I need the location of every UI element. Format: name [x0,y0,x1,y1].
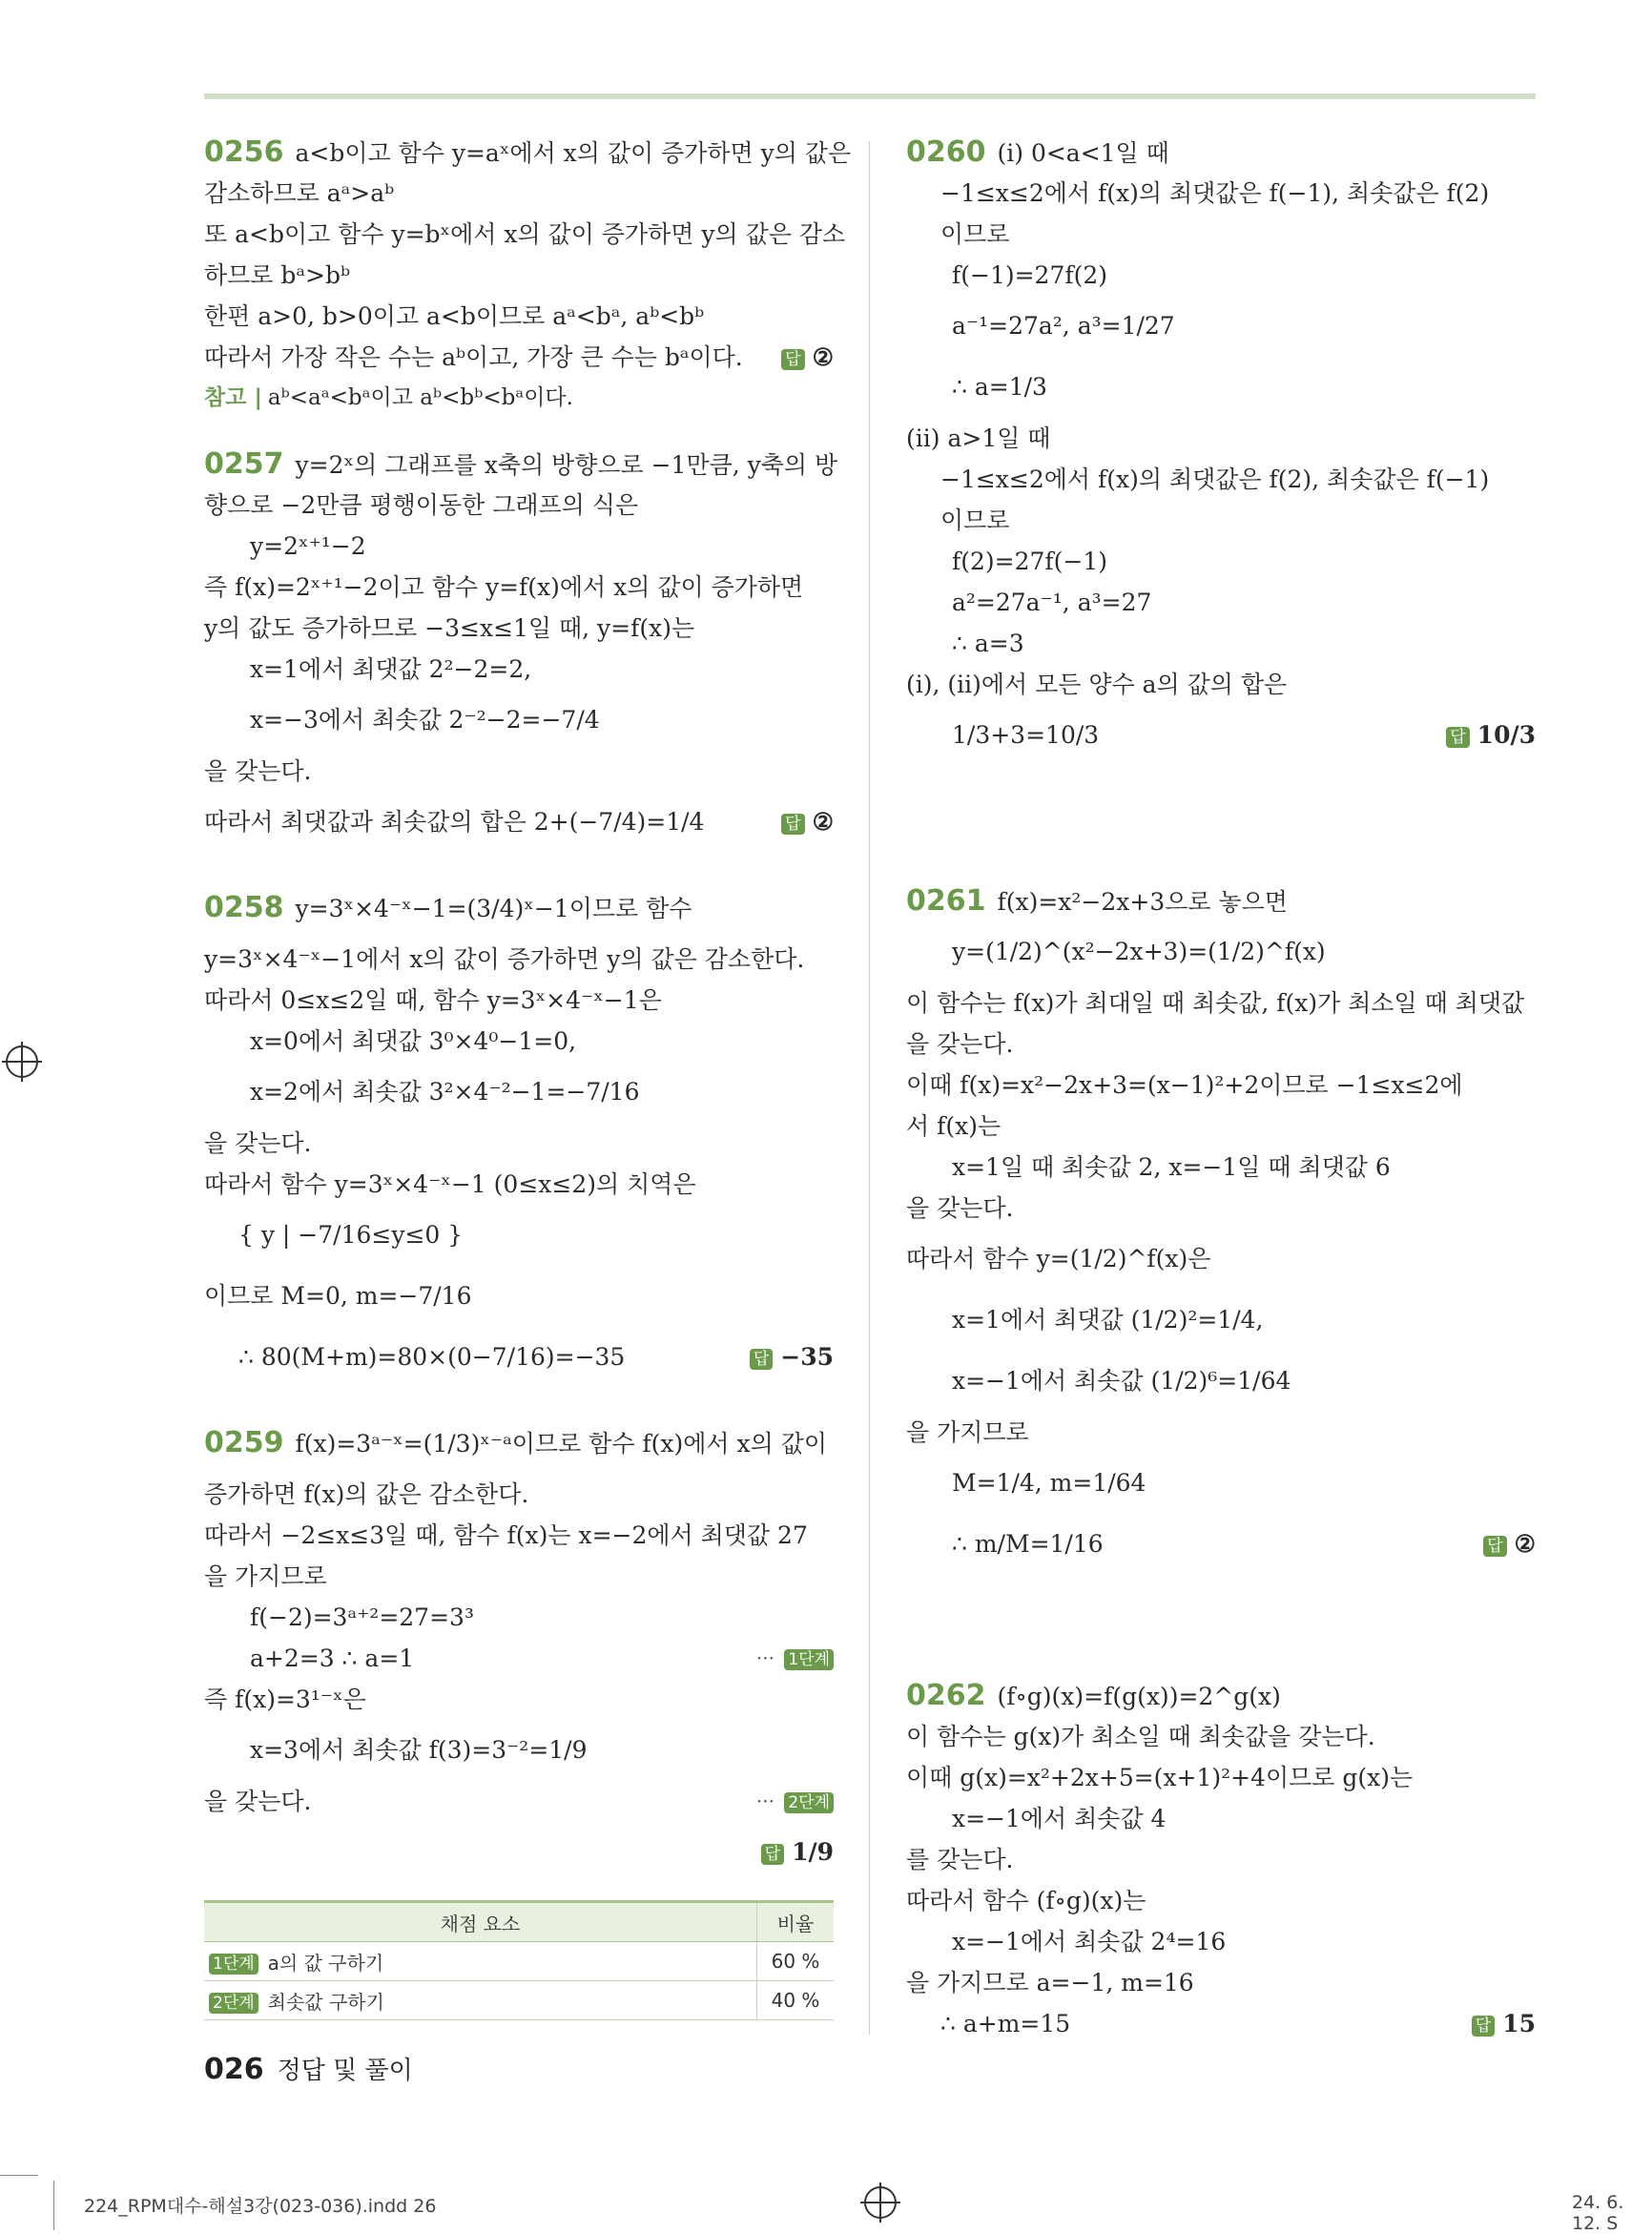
answer-value: 10/3 [1476,721,1536,749]
solution-line: f(2)=27f(−1) [952,548,1108,575]
crop-mark [53,2181,54,2230]
solution-line: 따라서 함수 y=3ˣ×4⁻ˣ−1 (0≤x≤2)의 치역은 [204,1170,696,1198]
solution-line: x=−1에서 최솟값 (1/2)⁶=1/64 [952,1367,1291,1395]
solution-line: 한편 a>0, b>0이고 a<b이므로 aᵃ<bᵃ, aᵇ<bᵇ [204,302,705,330]
solution-line: a+2=3 ∴ a=1 [250,1644,415,1672]
solution-line: (i), (ii)에서 모든 양수 a의 값의 합은 [906,671,1288,698]
problem-0260 [906,132,1536,766]
problem-number: 0257 [204,447,284,481]
solution-line: ∴ a+m=15 [940,2010,1071,2037]
solution-line: M=1/4, m=1/64 [952,1469,1146,1497]
solution-line: y=2ˣ의 그래프를 x축의 방향으로 −1만큼, y축의 방 [295,451,838,479]
scoring-table [204,1900,834,2020]
solution-line: 을 갖는다. [906,1194,1014,1222]
solution-line: 따라서 함수 (f∘g)(x)는 [906,1887,1146,1914]
solution-line: x=1에서 최댓값 (1/2)²=1/4, [952,1306,1264,1334]
page-number [204,2051,413,2086]
solution-line: 을 갖는다. [204,1129,312,1157]
solution-line: ∴ m/M=1/16 [952,1530,1104,1558]
solution-line: 따라서 함수 y=(1/2)^f(x)은 [906,1245,1211,1272]
solution-line: 를 갖는다. [906,1846,1014,1873]
solution-line: a<b이고 함수 y=aˣ에서 x의 값이 증가하면 y의 값은 [295,139,852,167]
solution-line: 을 가지므로 [906,1418,1029,1446]
footer-date: 24. 6. 12. S [1572,2192,1624,2234]
solution-line: 을 갖는다. [204,757,312,785]
solution-line: 이 함수는 g(x)가 최소일 때 최솟값을 갖는다. [906,1723,1375,1750]
problem-number: 0259 [204,1426,284,1459]
solution-line: 을 갖는다. [906,1030,1014,1058]
problem-0256 [204,132,852,419]
solution-line: −1≤x≤2에서 f(x)의 최댓값은 f(−1), 최솟값은 f(2) [940,179,1490,207]
solution-line: x=1일 때 최솟값 2, x=−1일 때 최댓값 6 [952,1153,1391,1181]
solution-line: 증가하면 f(x)의 값은 감소한다. [204,1480,529,1508]
solution-line: 하므로 bᵃ>bᵇ [204,261,350,289]
answer-badge: 답 [1483,1536,1506,1557]
problem-number: 0262 [906,1679,986,1712]
solution-line: (i) 0<a<1일 때 [997,139,1169,167]
right-column [906,132,1536,2044]
answer [761,1822,834,1883]
page-number-value: 026 [204,2053,264,2086]
solution-line: x=0에서 최댓값 3⁰×4⁰−1=0, [250,1027,577,1055]
answer-value: ② [812,343,834,371]
answer-badge: 답 [761,1844,784,1865]
answer-badge: 답 [781,814,804,835]
step-marker: ··· 2단계 [756,1781,834,1822]
column-divider [869,141,870,2035]
solution-line: 이므로 [940,220,1010,248]
solution-line: 이므로 M=0, m=−7/16 [204,1282,472,1310]
solution-line: 서 f(x)는 [906,1112,1002,1140]
solution-line: 또 a<b이고 함수 y=bˣ에서 x의 값이 증가하면 y의 값은 감소 [204,220,846,248]
solution-line: 따라서 최댓값과 최솟값의 합은 2+(−7/4)=1/4 [204,808,705,836]
table-header: 비율 [757,1902,835,1942]
step-marker: ··· 1단계 [756,1638,834,1679]
solution-line: 이 함수는 f(x)가 최대일 때 최솟값, f(x)가 최소일 때 최댓값 [906,989,1525,1017]
note-tag: 참고 | [204,385,262,410]
problem-0261 [906,880,1536,1575]
answer-badge: 답 [1472,2016,1495,2037]
footer-file: 224_RPM대수-해설3강(023-036).indd 26 [84,2196,437,2217]
problem-number: 0261 [906,884,986,918]
solution-line: y의 값도 증가하므로 −3≤x≤1일 때, y=f(x)는 [204,614,695,642]
solution-line: 향으로 −2만큼 평행이동한 그래프의 식은 [204,491,639,519]
solution-line: 을 가지므로 a=−1, m=16 [906,1969,1194,1996]
answer-value: −35 [780,1343,834,1371]
table-cell: 60 % [757,1942,835,1981]
solution-line: { y | −7/16≤y≤0 } [238,1221,464,1249]
solution-line: 감소하므로 aᵃ>aᵇ [204,179,395,207]
solution-line: −1≤x≤2에서 f(x)의 최댓값은 f(2), 최솟값은 f(−1) [940,465,1490,493]
solution-line: ∴ a=1/3 [952,373,1047,401]
left-column [204,132,852,2020]
solution-line: x=−3에서 최솟값 2⁻²−2=−7/4 [250,706,600,734]
problem-0262 [906,1675,1536,2044]
solution-line: x=−1에서 최솟값 2⁴=16 [952,1928,1227,1955]
solution-line: ∴ a=3 [952,630,1024,657]
solution-line: (ii) a>1일 때 [906,424,1051,452]
step-badge: 2단계 [209,1993,258,2014]
solution-line: 을 갖는다. [204,1788,312,1815]
answer-value: 15 [1502,2010,1536,2037]
solution-line: f(x)=3ᵃ⁻ˣ=(1/3)ˣ⁻ᵃ이므로 함수 f(x)에서 x의 값이 [295,1430,828,1458]
crop-mark [0,2175,38,2176]
answer-badge: 답 [781,349,804,370]
answer [1446,705,1536,766]
solution-line: 을 가지므로 [204,1562,327,1590]
solution-line: 1/3+3=10/3 [952,721,1100,749]
step-badge: 1단계 [784,1649,834,1670]
solution-line: 이므로 [940,507,1010,534]
step-badge: 1단계 [209,1954,258,1975]
answer [1483,1514,1536,1575]
answer [1472,2003,1536,2044]
solution-line: (f∘g)(x)=f(g(x))=2^g(x) [997,1683,1281,1710]
solution-line: 즉 f(x)=3¹⁻ˣ은 [204,1686,366,1713]
solution-line: 즉 f(x)=2ˣ⁺¹−2이고 함수 y=f(x)에서 x의 값이 증가하면 [204,573,804,601]
table-cell: 최솟값 구하기 [267,1990,384,2014]
answer-value: ② [812,808,834,836]
solution-line: 따라서 가장 작은 수는 aᵇ이고, 가장 큰 수는 bᵃ이다. [204,343,743,371]
answer [750,1327,834,1388]
solution-line: 따라서 0≤x≤2일 때, 함수 y=3ˣ×4⁻ˣ−1은 [204,986,662,1014]
step-badge: 2단계 [784,1792,834,1813]
table-cell: 40 % [757,1981,835,2020]
solution-line: f(−2)=3ᵃ⁺²=27=3³ [250,1603,474,1631]
table-row [204,1981,834,2020]
answer-value: 1/9 [792,1838,834,1866]
solution-line: y=2ˣ⁺¹−2 [250,532,366,560]
problem-0259 [204,1413,834,1883]
solution-line: y=3ˣ×4⁻ˣ−1=(3/4)ˣ−1이므로 함수 [295,895,692,922]
table-header: 채점 요소 [204,1902,757,1942]
answer-badge: 답 [750,1349,773,1370]
solution-line: y=3ˣ×4⁻ˣ−1에서 x의 값이 증가하면 y의 값은 감소한다. [204,945,805,973]
answer-badge: 답 [1446,727,1469,748]
table-cell: a의 값 구하기 [267,1951,384,1975]
note [204,378,834,419]
solution-line: ∴ 80(M+m)=80×(0−7/16)=−35 [238,1343,626,1371]
solution-line: 이때 g(x)=x²+2x+5=(x+1)²+4이므로 g(x)는 [906,1764,1414,1791]
solution-line: 이때 f(x)=x²−2x+3=(x−1)²+2이므로 −1≤x≤2에 [906,1071,1463,1099]
print-footer [84,2192,1652,2234]
problem-0258 [204,878,834,1388]
solution-line: x=2에서 최솟값 3²×4⁻²−1=−7/16 [250,1078,640,1106]
problem-number: 0256 [204,135,284,169]
table-row [204,1942,834,1981]
solution-line: f(x)=x²−2x+3으로 놓으면 [997,888,1288,916]
answer-value: ② [1514,1530,1536,1558]
solution-line: x=−1에서 최솟값 4 [952,1805,1167,1832]
problem-number: 0260 [906,135,986,169]
answer [781,337,834,378]
registration-mark-icon [6,1045,38,1078]
solution-line: a⁻¹=27a², a³=1/27 [952,312,1175,340]
problem-0257 [204,444,838,853]
solution-line: f(−1)=27f(2) [952,261,1108,289]
solution-line: 따라서 −2≤x≤3일 때, 함수 f(x)는 x=−2에서 최댓값 27 [204,1521,808,1549]
top-rule [204,93,1536,99]
answer [781,792,834,853]
solution-line: x=1에서 최댓값 2²−2=2, [250,655,532,683]
solution-line: y=(1/2)^(x²−2x+3)=(1/2)^f(x) [952,938,1326,965]
solution-line: a²=27a⁻¹, a³=27 [952,589,1152,616]
page-title: 정답 및 풀이 [277,2057,413,2085]
note-text: aᵇ<aᵃ<bᵃ이고 aᵇ<bᵇ<bᵃ이다. [267,385,573,410]
solution-line: x=3에서 최솟값 f(3)=3⁻²=1/9 [250,1736,588,1764]
problem-number: 0258 [204,891,284,924]
